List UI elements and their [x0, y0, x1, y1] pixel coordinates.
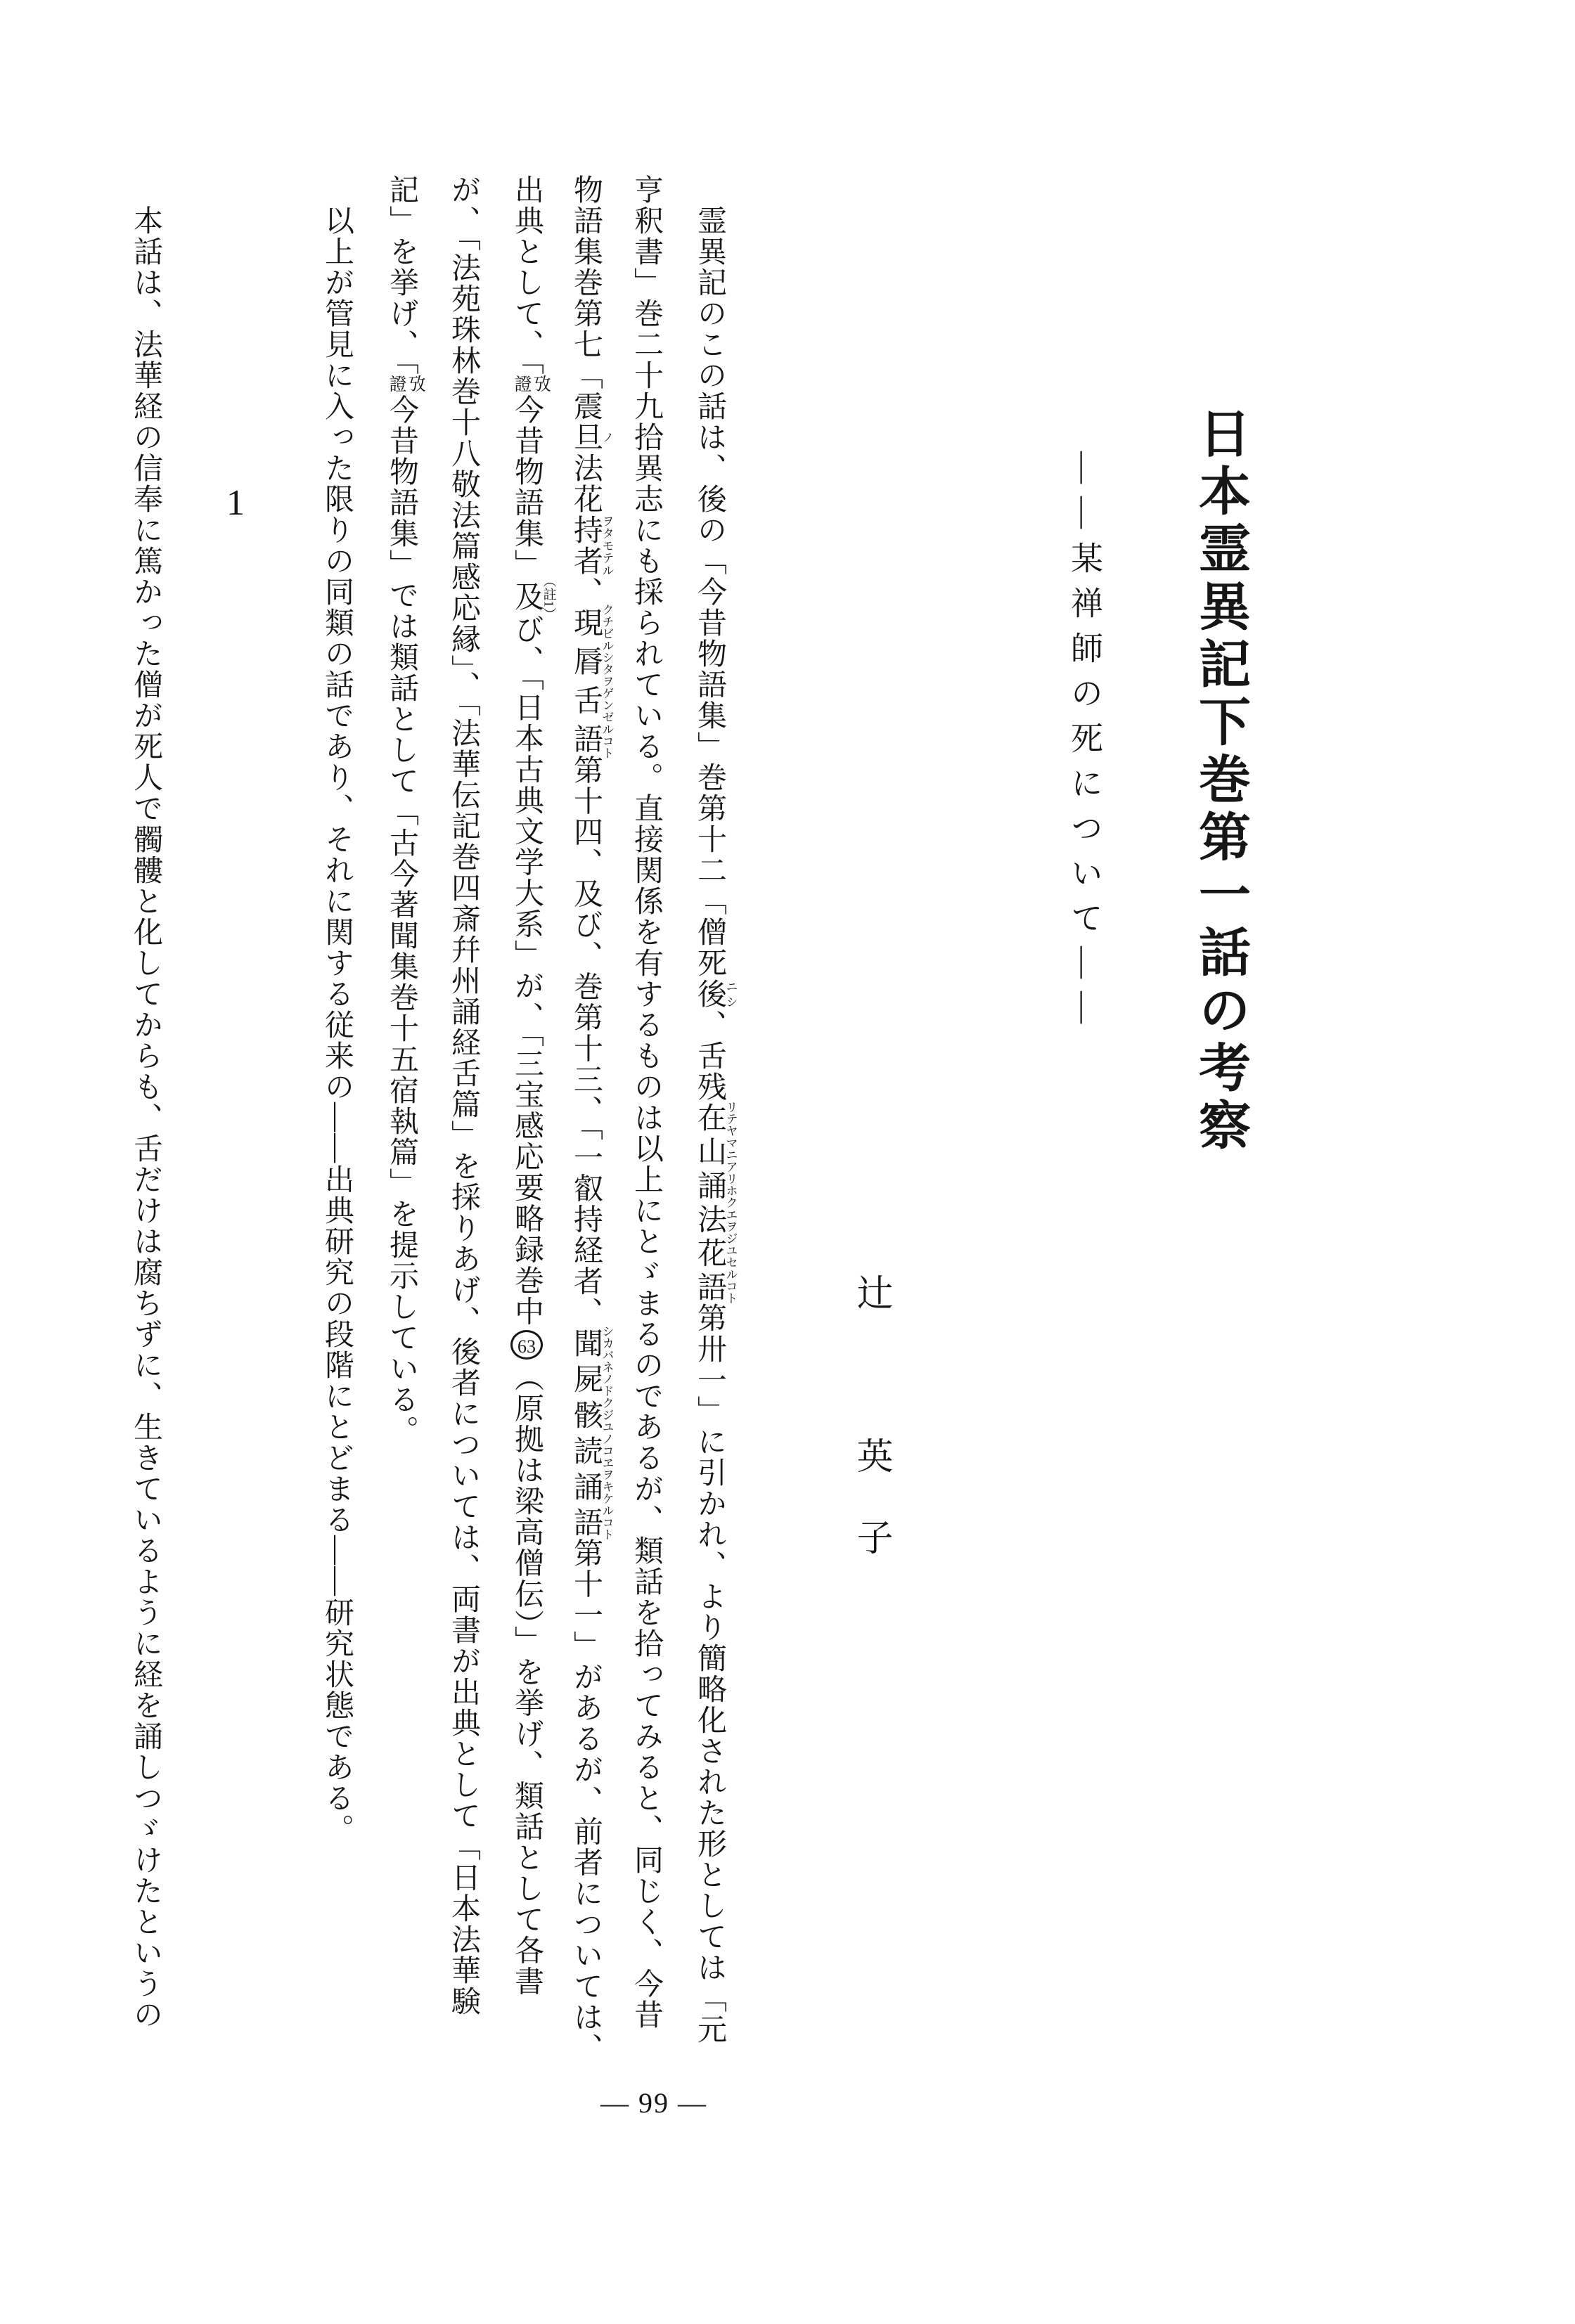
section-number: 1	[226, 483, 245, 523]
body-col-3: 物語集巻第七「震旦ノ法花持者ヲタモテル、現脣舌語クチビルシタヲゲンゼルコト第十四、及び、巻第十三、「一叡持経者、聞屍骸読誦語シカバネノドクジユノコヱヲキケルコト第十一」があるが、前者については、	[570, 174, 614, 2064]
ruby-annotation: 在山誦法花語リテヤマニアリホクエヲジユセルコト	[693, 1100, 738, 1304]
body-col-1: 霊異記のこの話は、後の「今昔物語集」巻第十二「僧死後ニシ、舌残在山誦法花語リテヤマニアリホクエヲジユセルコト第卅一」に引かれ、より簡略化された形としては「元	[693, 174, 738, 2045]
ruby-annotation: 後ニシ	[693, 979, 738, 1009]
ruby-annotation: 聞屍骸読誦語シカバネノドクジユノコヱヲキケルコト	[570, 1325, 614, 1541]
body-col-8: 本話は、法華経の信奉に篤かった僧が死人で髑髏と化してからも、舌だけは腐ちずに、生きているように経を誦しつゞけたというの	[129, 174, 162, 2030]
inline-note: 及（註1）	[510, 574, 556, 621]
ruby-annotation: 持者ヲタモテル	[570, 515, 614, 576]
ruby-annotation: 旦ノ	[570, 422, 614, 453]
body-col-7: 以上が管見に入った限りの同類の話であり、それに関する従来の——出典研究の段階にとどまる——研究状態である。	[321, 174, 353, 1845]
author-name: 辻 英 子	[851, 1274, 891, 1559]
article-title: 日本霊異記下巻第一話の考察	[1191, 406, 1249, 1156]
page-number: — 99 —	[600, 2087, 707, 2119]
ruby-annotation: 現脣舌語クチビルシタヲゲンゼルコト	[570, 603, 614, 759]
body-col-2: 亨釈書」巻二十九拾異志にも採られている。直接関係を有するものは以上にとゞまるのであるが、類話を拾ってみると、同じく、今昔	[630, 174, 662, 2030]
body-col-4: 出典として、「 攷 證 今昔物語集」及（註1）び、「日本古典文学大系」が、「三宝感応要略録巻中63（原拠は梁高僧伝）」を挙げ、類話として各書	[510, 174, 556, 1997]
circled-number: 63	[510, 1330, 543, 1360]
warichu-small-chars: 攷 證	[389, 375, 428, 394]
body-col-6: 記」を挙げ、「 攷 證 今昔物語集」では類話として「古今著聞集巻十五宿執篇」を提示している。	[385, 174, 428, 1447]
article-subtitle: ——某禅師の死について——	[1067, 451, 1102, 1036]
body-col-5: が、「法苑珠林巻十八敬法篇感応縁」、「法華伝記巻四斎幷州誦経舌篇」を採りあげ、後者については、両書が出典として「日本法華験	[447, 174, 480, 2017]
warichu-small-chars: 攷 證	[514, 375, 553, 394]
